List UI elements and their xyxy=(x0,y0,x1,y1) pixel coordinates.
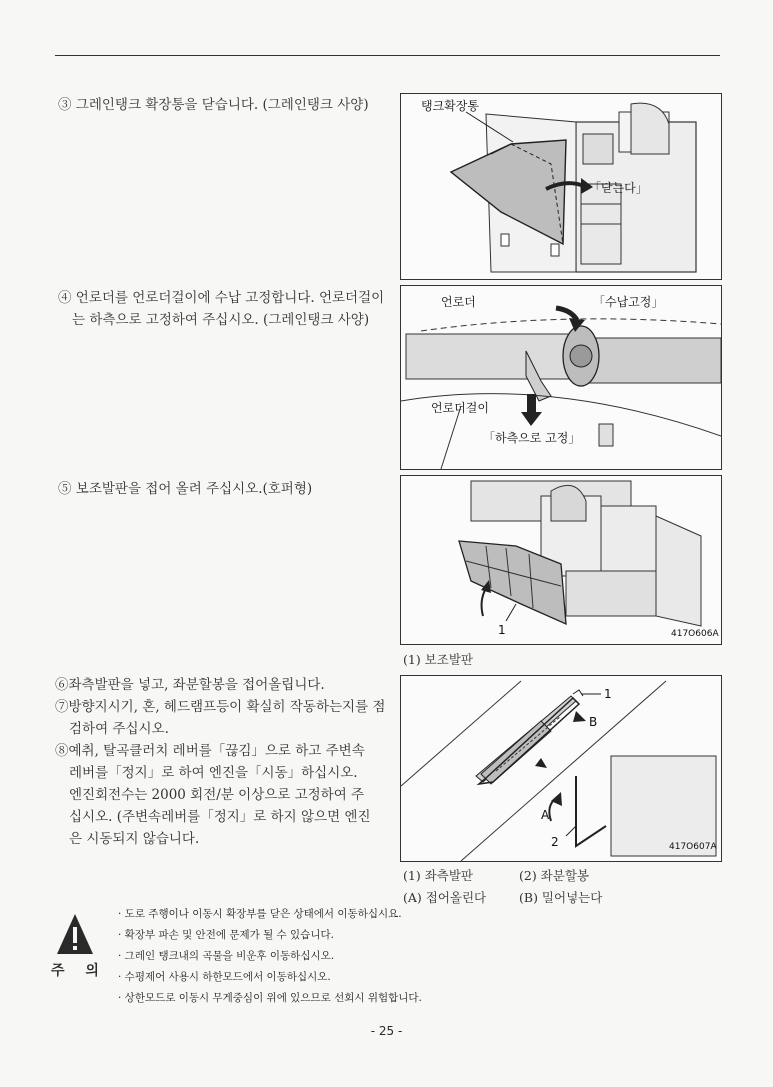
caution-item: · 상한모드로 이동시 무게중심이 위에 있으므로 선회시 위험합니다. xyxy=(118,992,422,1004)
step-5 xyxy=(58,478,312,500)
step-4-line1: ④ 언로더를 언로더걸이에 수납 고정합니다. 언로더걸이 xyxy=(58,290,385,306)
step-8-line2: 레버를「정지」로 하여 엔진을「시동」하십시오. xyxy=(69,765,358,781)
caution-label: 주 의 xyxy=(51,963,107,979)
fig4-caption-a: (A) 접어올린다 xyxy=(403,890,487,905)
fig4-caption-b: (B) 밀어넣는다 xyxy=(519,890,603,905)
fig2-label-hanger: 언로더걸이 xyxy=(431,401,489,415)
fig3-caption: (1) 보조발판 xyxy=(403,652,473,667)
fig3-callout-1: 1 xyxy=(498,623,506,637)
fig2-label-down: 「하측으로 고정」 xyxy=(483,431,581,445)
step-6-text: ⑥좌측발판을 넣고, 좌분할봉을 접어올립니다. xyxy=(55,677,325,693)
step-3-text: ③ 그레인탱크 확장통을 닫습니다. (그레인탱크 사양) xyxy=(58,97,369,113)
step-8-line4: 십시오. (주변속레버를「정지」로 하지 않으면 엔진 xyxy=(69,809,371,825)
figure-auxiliary-step xyxy=(400,475,722,645)
figure-unloader xyxy=(400,285,722,470)
page-number: - 25 - xyxy=(370,1024,403,1038)
step-8-line3: 엔진회전수는 2000 회전/분 이상으로 고정하여 주 xyxy=(69,787,365,803)
steps-6-8 xyxy=(55,674,385,850)
fig4-callout-a: A xyxy=(541,808,550,822)
fig4-callout-b: B xyxy=(589,715,598,729)
caution-list xyxy=(118,904,422,1009)
step-7-line1: ⑦방향지시기, 혼, 헤드램프등이 확실히 작동하는지를 점 xyxy=(55,699,386,715)
step-7-line2: 검하여 주십시오. xyxy=(69,721,169,737)
warning-icon xyxy=(55,912,95,958)
step-4 xyxy=(58,287,384,331)
caution-item: · 수평제어 사용시 하한모드에서 이동하십시오. xyxy=(118,971,331,983)
fig1-label-close: 「닫는다」 xyxy=(589,181,648,195)
caution-item: · 확장부 파손 및 안전에 문제가 될 수 있습니다. xyxy=(118,929,334,941)
step-8-line5: 은 시동되지 않습니다. xyxy=(69,831,200,847)
step-8-line1: ⑧예취, 탈곡클러치 레버를「끊김」으로 하고 주변속 xyxy=(55,743,365,759)
figure-tank-extension xyxy=(400,93,722,280)
fig4-callout-1: 1 xyxy=(604,687,612,701)
fig4-caption-2: (2) 좌분할봉 xyxy=(519,868,589,883)
fig4-code: 417O607A xyxy=(669,842,717,852)
fig1-label-tank: 탱크확장통 xyxy=(421,99,479,113)
figure-left-step xyxy=(400,675,722,862)
step-3 xyxy=(58,94,369,116)
header-rule xyxy=(55,55,720,56)
step-5-text: ⑤ 보조발판을 접어 올려 주십시오.(호퍼형) xyxy=(58,481,313,497)
fig2-label-storage: 「수납고정」 xyxy=(593,295,664,309)
fig4-callout-2: 2 xyxy=(551,835,559,849)
fig3-code: 417O606A xyxy=(671,629,719,639)
fig2-label-unloader: 언로더 xyxy=(441,295,476,309)
fig4-caption-1: (1) 좌측발판 xyxy=(403,868,473,883)
caution-item: · 그레인 탱크내의 곡물을 비운후 이동하십시오. xyxy=(118,950,335,962)
step-4-line2: 는 하측으로 고정하여 주십시오. (그레인탱크 사양) xyxy=(72,312,370,328)
caution-item: · 도로 주행이나 이동시 확장부를 닫은 상태에서 이동하십시요. xyxy=(118,908,402,920)
